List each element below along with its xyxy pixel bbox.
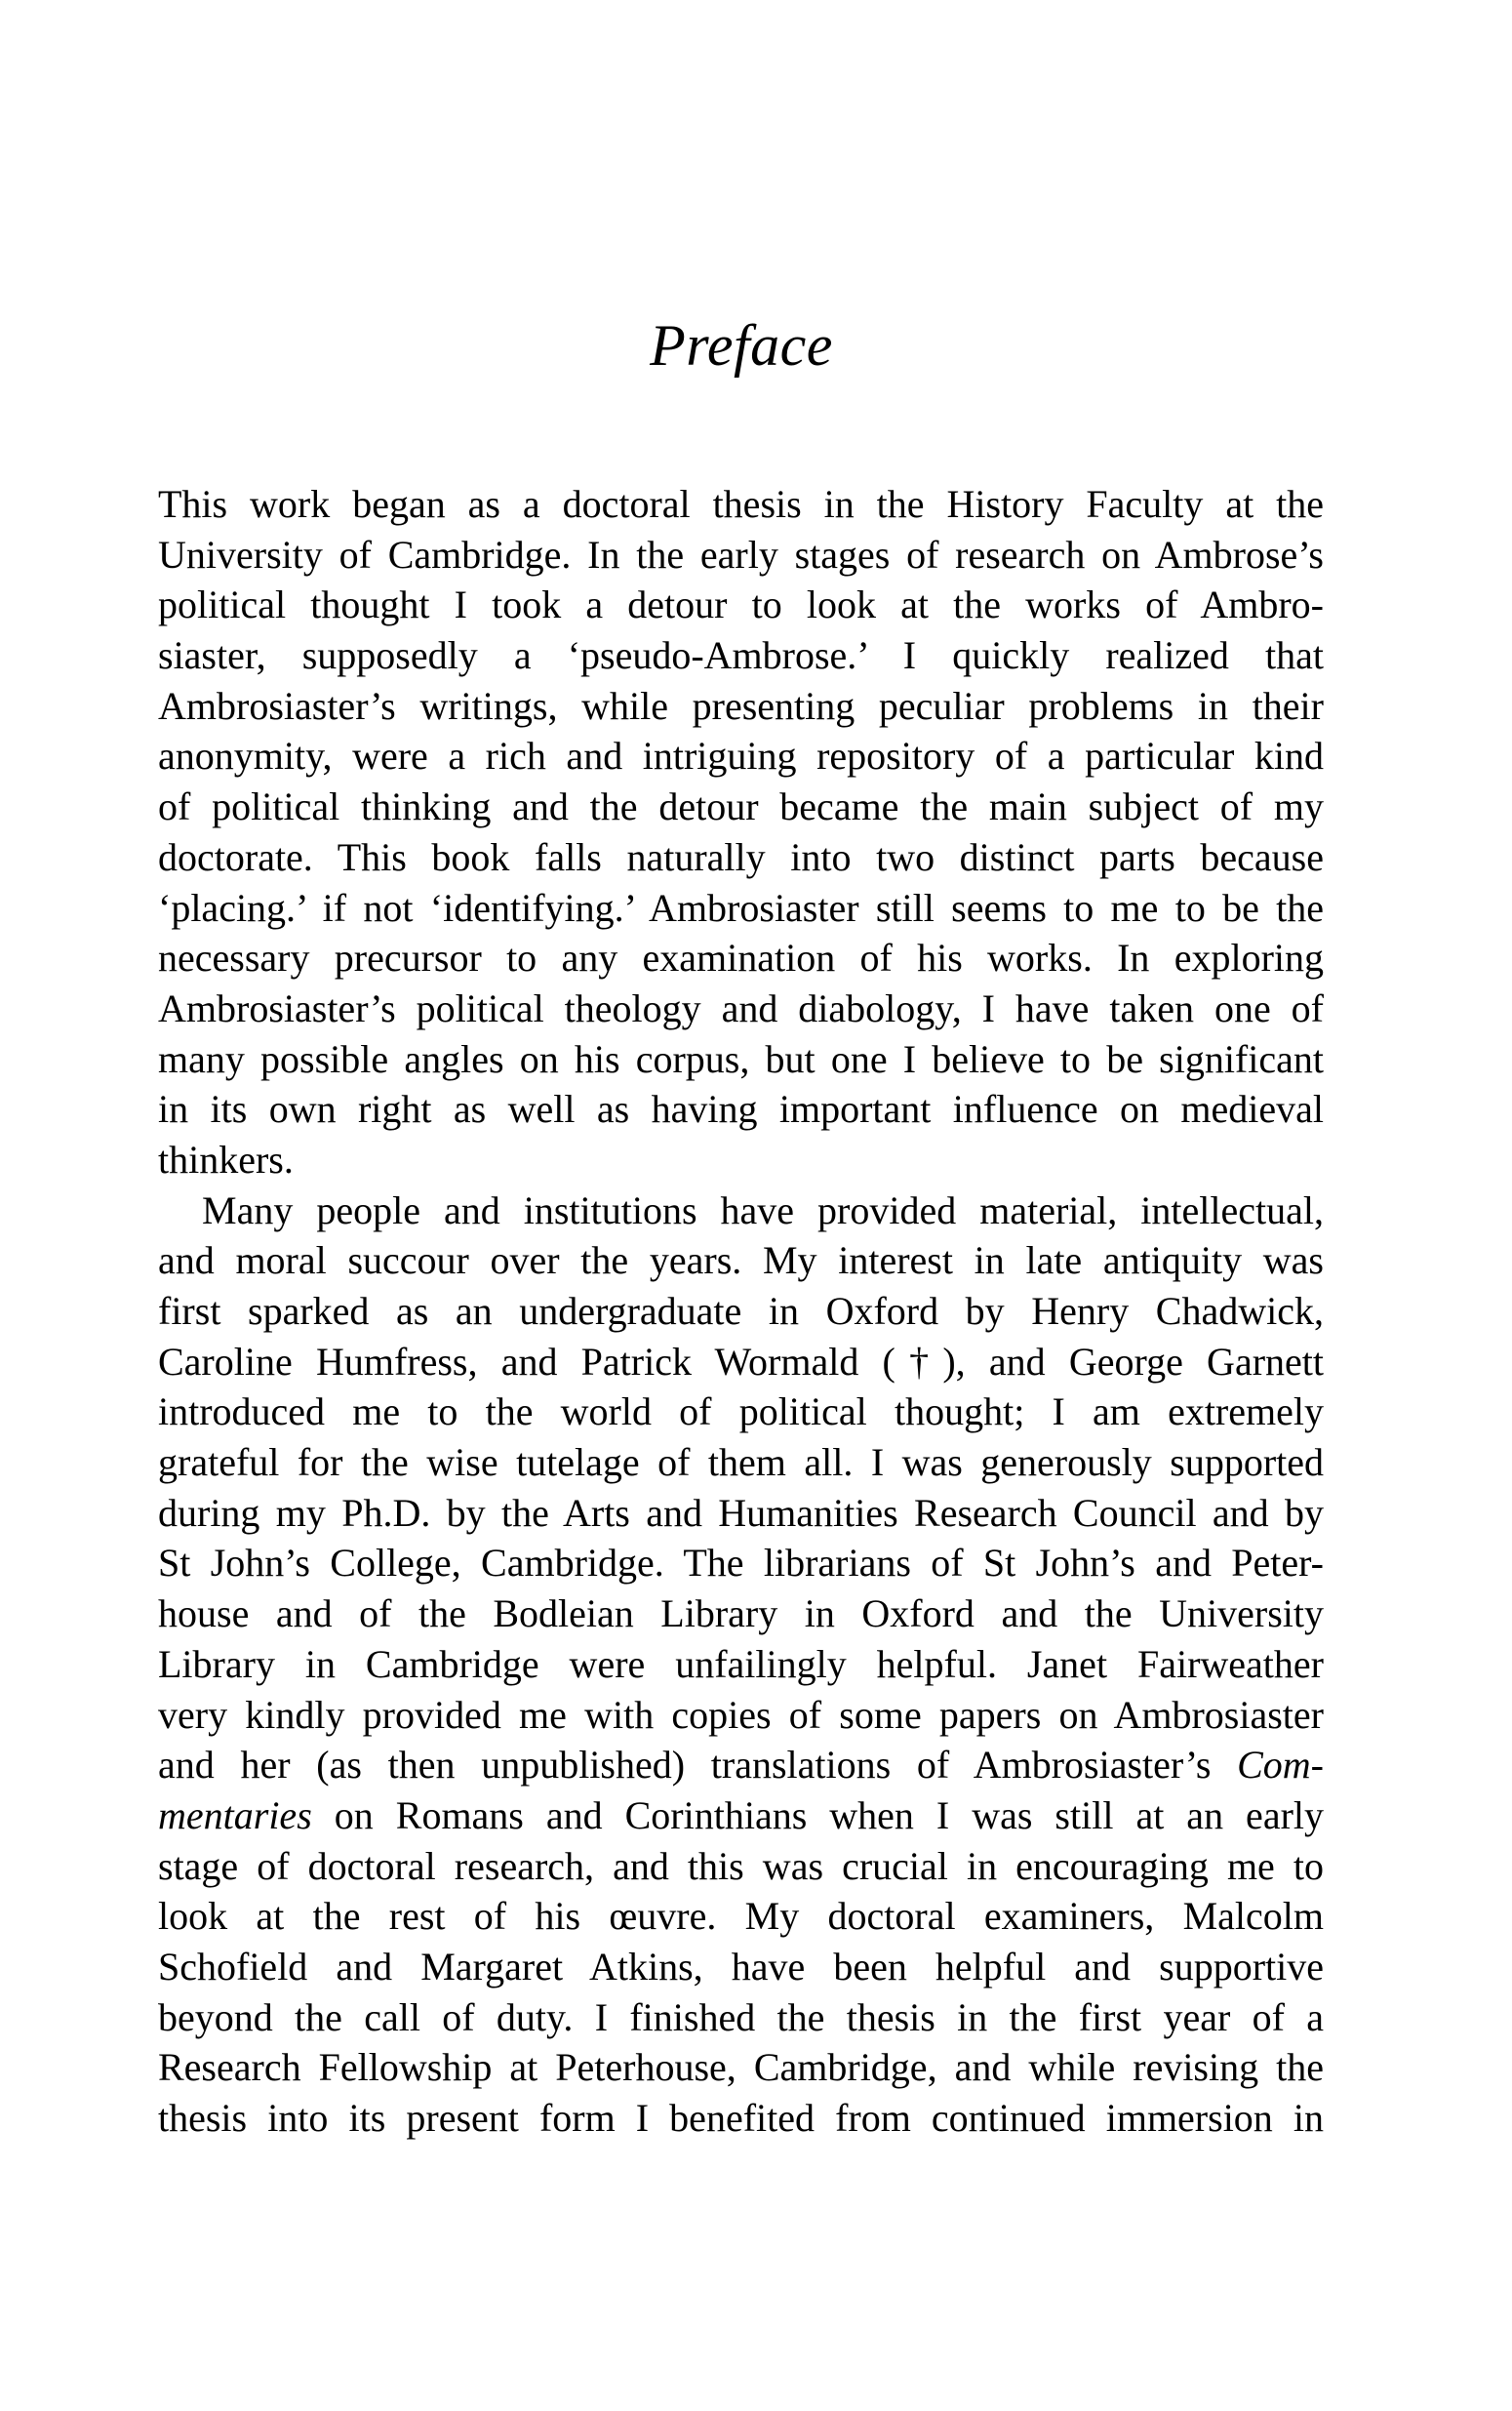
text-line: doctorate. This book falls naturally into two distinct parts because xyxy=(158,834,1324,879)
text-line: look at the rest of his œuvre. My doctoral examiners, Malcolm xyxy=(158,1894,1324,1939)
paragraph-2 xyxy=(158,1185,1324,2144)
text-line xyxy=(158,1740,1324,1790)
text-line: during my Ph.D. by the Arts and Humanities Research Council and by xyxy=(158,1490,1324,1535)
text-line: Schofield and Margaret Atkins, have been helpful and supportive xyxy=(158,1944,1324,1989)
text-line: house and of the Bodleian Library in Oxford and the University xyxy=(158,1591,1324,1636)
text-line: beyond the call of duty. I finished the thesis in the first year of a xyxy=(158,1994,1324,2039)
text-line: of political thinking and the detour became the main subject of my xyxy=(158,784,1324,829)
text-line: first sparked as an undergraduate in Oxford by Henry Chadwick, xyxy=(158,1289,1324,1333)
text-line: thesis into its present form I benefited from continued immersion in xyxy=(158,2096,1324,2140)
text-line: introduced me to the world of political thought; I am extremely xyxy=(158,1389,1324,1434)
text-line: Ambrosiaster’s writings, while presenting peculiar problems in their xyxy=(158,683,1324,728)
italic-title-fragment: Com- xyxy=(1237,1743,1324,1788)
text-line: St John’s College, Cambridge. The librarians of St John’s and Peter- xyxy=(158,1541,1324,1586)
text-line: ‘placing.’ if not ‘identifying.’ Ambrosiaster still seems to me to be the xyxy=(158,885,1324,930)
text-line: University of Cambridge. In the early stages of research on Ambrose’s xyxy=(158,532,1324,577)
text-line: necessary precursor to any examination of his works. In exploring xyxy=(158,936,1324,981)
text-line: siaster, supposedly a ‘pseudo-Ambrose.’ I quickly realized that xyxy=(158,633,1324,678)
text-line: in its own right as well as having important influence on medieval xyxy=(158,1087,1324,1132)
text-line: This work began as a doctoral thesis in the History Faculty at the xyxy=(158,482,1324,526)
text-line: grateful for the wise tutelage of them all. I was generously supported xyxy=(158,1440,1324,1485)
text-line: Caroline Humfress, and Patrick Wormald (†), and George Garnett xyxy=(158,1339,1324,1384)
text-line: thinkers. xyxy=(158,1137,294,1182)
text-line: political thought I took a detour to look at the works of Ambro- xyxy=(158,583,1324,627)
text-fragment: on Romans and Corinthians when I was still at an early xyxy=(334,1792,1325,1837)
paragraph-1 xyxy=(158,479,1324,1185)
text-line: stage of doctoral research, and this was crucial in encouraging me to xyxy=(158,1843,1324,1888)
page-title: Preface xyxy=(650,313,833,378)
text-line: anonymity, were a rich and intriguing repository of a particular kind xyxy=(158,734,1324,779)
italic-title-fragment: mentaries xyxy=(158,1792,312,1837)
text-line: Ambrosiaster’s political theology and diabology, I have taken one of xyxy=(158,985,1324,1030)
text-line: many possible angles on his corpus, but one I believe to be significant xyxy=(158,1036,1324,1081)
text-line: very kindly provided me with copies of some papers on Ambrosiaster xyxy=(158,1692,1324,1737)
text-line: Library in Cambridge were unfailingly helpful. Janet Fairweather xyxy=(158,1641,1324,1686)
text-line: and moral succour over the years. My interest in late antiquity was xyxy=(158,1238,1324,1283)
text-line: Many people and institutions have provided material, intellectual, xyxy=(202,1187,1324,1232)
text-line xyxy=(158,1790,1324,1841)
text-line: Research Fellowship at Peterhouse, Cambridge, and while revising the xyxy=(158,2045,1324,2090)
text-fragment: and her (as then unpublished) translations of Ambrosiaster’s xyxy=(158,1743,1238,1788)
body-text xyxy=(158,479,1324,2144)
